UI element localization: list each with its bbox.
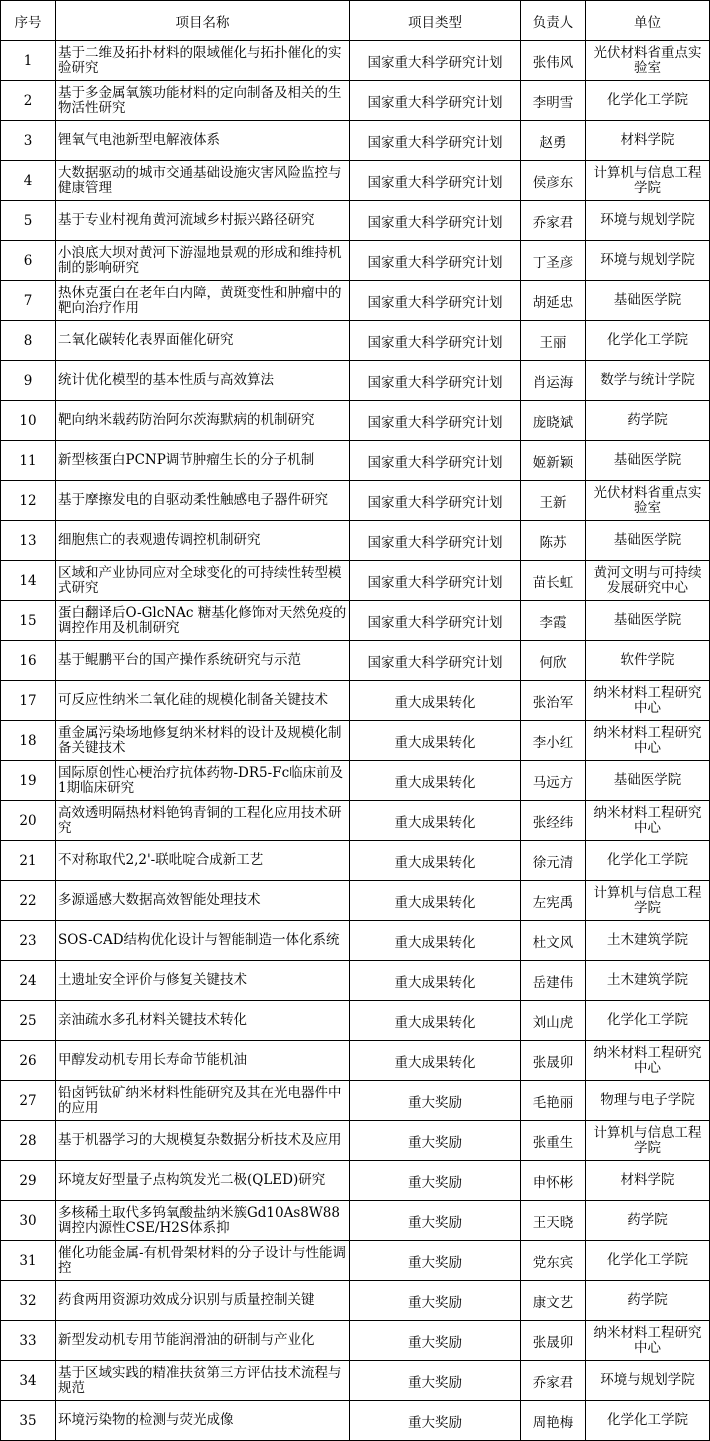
table-row [1,241,710,281]
project-type: 国家重大科学研究计划 [350,441,521,481]
row-number: 15 [1,601,56,641]
project-leader: 庞晓斌 [521,401,586,441]
project-name: 可反应性纳米二氧化硅的规模化制备关键技术 [56,681,350,721]
project-unit: 基础医学院 [586,601,710,641]
project-name: 多源遥感大数据高效智能处理技术 [56,881,350,921]
row-number: 33 [1,1321,56,1361]
project-name: 细胞焦亡的表观遗传调控机制研究 [56,521,350,561]
project-unit: 光伏材料省重点实验室 [586,481,710,521]
project-leader: 杜文风 [521,921,586,961]
header-row [1,1,710,41]
project-type: 国家重大科学研究计划 [350,41,521,81]
project-leader: 张伟风 [521,41,586,81]
project-unit: 数学与统计学院 [586,361,710,401]
table-row [1,761,710,801]
project-leader: 陈苏 [521,521,586,561]
row-number: 27 [1,1081,56,1121]
project-type: 国家重大科学研究计划 [350,401,521,441]
project-type: 国家重大科学研究计划 [350,281,521,321]
project-unit: 计算机与信息工程学院 [586,161,710,201]
table-row [1,1001,710,1041]
project-unit: 化学化工学院 [586,81,710,121]
project-leader: 胡延忠 [521,281,586,321]
project-leader: 肖运海 [521,361,586,401]
project-leader: 张晟卯 [521,1041,586,1081]
project-leader: 王天晓 [521,1201,586,1241]
project-leader: 申怀彬 [521,1161,586,1201]
row-number: 28 [1,1121,56,1161]
table-row [1,1361,710,1401]
row-number: 9 [1,361,56,401]
project-leader: 李小红 [521,721,586,761]
project-leader: 李明雪 [521,81,586,121]
table-row [1,201,710,241]
row-number: 13 [1,521,56,561]
table-row [1,641,710,681]
project-type: 国家重大科学研究计划 [350,161,521,201]
row-number: 30 [1,1201,56,1241]
project-type: 重大奖励 [350,1121,521,1161]
row-number: 6 [1,241,56,281]
row-number: 29 [1,1161,56,1201]
row-number: 2 [1,81,56,121]
table-row [1,1041,710,1081]
project-leader: 张重生 [521,1121,586,1161]
row-number: 18 [1,721,56,761]
table-row [1,161,710,201]
project-unit: 计算机与信息工程学院 [586,881,710,921]
project-type: 重大奖励 [350,1281,521,1321]
project-unit: 计算机与信息工程学院 [586,1121,710,1161]
row-number: 11 [1,441,56,481]
project-name: 高效透明隔热材料铯钨青铜的工程化应用技术研究 [56,801,350,841]
project-type: 国家重大科学研究计划 [350,601,521,641]
project-unit: 化学化工学院 [586,1241,710,1281]
project-name: 蛋白翻译后O-GlcNAc 糖基化修饰对天然免疫的调控作用及机制研究 [56,601,350,641]
project-name: 基于机器学习的大规模复杂数据分析技术及应用 [56,1121,350,1161]
project-leader: 侯彦东 [521,161,586,201]
table-row [1,801,710,841]
project-leader: 苗长虹 [521,561,586,601]
project-type: 重大成果转化 [350,961,521,1001]
project-name: 靶向纳米载药防治阿尔茨海默病的机制研究 [56,401,350,441]
header-type: 项目类型 [350,1,521,41]
project-type: 重大奖励 [350,1321,521,1361]
row-number: 20 [1,801,56,841]
project-name: 土遗址安全评价与修复关键技术 [56,961,350,1001]
project-name: 基于区域实践的精准扶贫第三方评估技术流程与规范 [56,1361,350,1401]
project-type: 国家重大科学研究计划 [350,81,521,121]
project-type: 重大奖励 [350,1081,521,1121]
project-name: 重金属污染场地修复纳米材料的设计及规模化制备关键技术 [56,721,350,761]
project-leader: 刘山虎 [521,1001,586,1041]
table-row [1,1161,710,1201]
row-number: 32 [1,1281,56,1321]
row-number: 1 [1,41,56,81]
project-type: 国家重大科学研究计划 [350,521,521,561]
project-unit: 纳米材料工程研究中心 [586,1041,710,1081]
project-unit: 环境与规划学院 [586,1361,710,1401]
project-name: 多核稀土取代多钨氧酸盐纳米簇Gd10As8W88调控内源性CSE/H2S体系抑 [56,1201,350,1241]
project-unit: 药学院 [586,1281,710,1321]
project-type: 国家重大科学研究计划 [350,241,521,281]
table-row [1,721,710,761]
project-unit: 药学院 [586,1201,710,1241]
project-name: 基于摩擦发电的自驱动柔性触感电子器件研究 [56,481,350,521]
row-number: 5 [1,201,56,241]
project-name: 催化功能金属-有机骨架材料的分子设计与性能调控 [56,1241,350,1281]
project-type: 重大奖励 [350,1161,521,1201]
project-type: 国家重大科学研究计划 [350,561,521,601]
project-leader: 赵勇 [521,121,586,161]
row-number: 34 [1,1361,56,1401]
table-row [1,1241,710,1281]
project-name: 基于专业村视角黄河流域乡村振兴路径研究 [56,201,350,241]
table-row [1,41,710,81]
project-unit: 化学化工学院 [586,841,710,881]
row-number: 19 [1,761,56,801]
row-number: 10 [1,401,56,441]
table-row [1,1081,710,1121]
project-name: SOS-CAD结构优化设计与智能制造一体化系统 [56,921,350,961]
project-unit: 土木建筑学院 [586,921,710,961]
project-unit: 材料学院 [586,121,710,161]
project-unit: 化学化工学院 [586,1001,710,1041]
table-row [1,441,710,481]
project-leader: 徐元清 [521,841,586,881]
project-type: 重大奖励 [350,1401,521,1441]
project-leader: 张经纬 [521,801,586,841]
project-unit: 材料学院 [586,1161,710,1201]
project-unit: 基础医学院 [586,521,710,561]
project-leader: 毛艳丽 [521,1081,586,1121]
project-type: 重大奖励 [350,1361,521,1401]
table-row [1,561,710,601]
project-type: 重大成果转化 [350,721,521,761]
project-leader: 马远方 [521,761,586,801]
project-leader: 丁圣彦 [521,241,586,281]
row-number: 25 [1,1001,56,1041]
row-number: 22 [1,881,56,921]
project-unit: 基础医学院 [586,441,710,481]
project-unit: 纳米材料工程研究中心 [586,801,710,841]
row-number: 26 [1,1041,56,1081]
row-number: 8 [1,321,56,361]
row-number: 4 [1,161,56,201]
project-leader: 李霞 [521,601,586,641]
table-row [1,1121,710,1161]
project-leader: 张治军 [521,681,586,721]
table-row [1,1321,710,1361]
table-body [1,41,710,1441]
project-type: 国家重大科学研究计划 [350,201,521,241]
project-name: 铅卤钙钛矿纳米材料性能研究及其在光电器件中的应用 [56,1081,350,1121]
project-type: 重大成果转化 [350,1041,521,1081]
row-number: 35 [1,1401,56,1441]
row-number: 14 [1,561,56,601]
project-unit: 化学化工学院 [586,321,710,361]
project-type: 重大奖励 [350,1201,521,1241]
table-header [1,1,710,41]
project-leader: 康文艺 [521,1281,586,1321]
project-type: 重大成果转化 [350,681,521,721]
project-type: 重大成果转化 [350,1001,521,1041]
project-type: 重大成果转化 [350,881,521,921]
table-row [1,81,710,121]
project-unit: 土木建筑学院 [586,961,710,1001]
project-name: 新型发动机专用节能润滑油的研制与产业化 [56,1321,350,1361]
project-name: 亲油疏水多孔材料关键技术转化 [56,1001,350,1041]
row-number: 31 [1,1241,56,1281]
project-unit: 物理与电子学院 [586,1081,710,1121]
table-row [1,361,710,401]
project-type: 重大成果转化 [350,801,521,841]
table-row [1,281,710,321]
project-type: 重大成果转化 [350,761,521,801]
project-name: 小浪底大坝对黄河下游湿地景观的形成和维持机制的影响研究 [56,241,350,281]
project-leader: 周艳梅 [521,1401,586,1441]
project-leader: 左宪禹 [521,881,586,921]
project-leader: 乔家君 [521,1361,586,1401]
project-name: 甲醇发动机专用长寿命节能机油 [56,1041,350,1081]
project-leader: 张晟卯 [521,1321,586,1361]
table-row [1,521,710,561]
row-number: 23 [1,921,56,961]
table-row [1,121,710,161]
row-number: 7 [1,281,56,321]
table-row [1,481,710,521]
project-unit: 纳米材料工程研究中心 [586,721,710,761]
project-unit: 药学院 [586,401,710,441]
table-row [1,601,710,641]
project-name: 不对称取代2,2'-联吡啶合成新工艺 [56,841,350,881]
header-unit: 单位 [586,1,710,41]
project-unit: 化学化工学院 [586,1401,710,1441]
project-name: 国际原创性心梗治疗抗体药物-DR5-Fc临床前及1期临床研究 [56,761,350,801]
project-leader: 乔家君 [521,201,586,241]
header-no: 序号 [1,1,56,41]
project-unit: 环境与规划学院 [586,241,710,281]
project-name: 统计优化模型的基本性质与高效算法 [56,361,350,401]
row-number: 12 [1,481,56,521]
project-name: 区域和产业协同应对全球变化的可持续性转型模式研究 [56,561,350,601]
project-type: 重大成果转化 [350,921,521,961]
project-leader: 何欣 [521,641,586,681]
project-name: 基于二维及拓扑材料的限域催化与拓扑催化的实验研究 [56,41,350,81]
project-unit: 基础医学院 [586,281,710,321]
project-leader: 党东宾 [521,1241,586,1281]
project-leader: 王丽 [521,321,586,361]
project-unit: 纳米材料工程研究中心 [586,1321,710,1361]
project-name: 新型核蛋白PCNP调节肿瘤生长的分子机制 [56,441,350,481]
table-row [1,681,710,721]
row-number: 3 [1,121,56,161]
project-unit: 纳米材料工程研究中心 [586,681,710,721]
project-type: 国家重大科学研究计划 [350,361,521,401]
project-leader: 王新 [521,481,586,521]
project-unit: 光伏材料省重点实验室 [586,41,710,81]
project-name: 药食两用资源功效成分识别与质量控制关键 [56,1281,350,1321]
table-row [1,881,710,921]
project-type: 国家重大科学研究计划 [350,481,521,521]
table-row [1,1401,710,1441]
project-unit: 基础医学院 [586,761,710,801]
project-type: 重大成果转化 [350,841,521,881]
table-row [1,401,710,441]
table-row [1,921,710,961]
row-number: 17 [1,681,56,721]
row-number: 16 [1,641,56,681]
project-type: 国家重大科学研究计划 [350,321,521,361]
header-name: 项目名称 [56,1,350,41]
project-unit: 黄河文明与可持续发展研究中心 [586,561,710,601]
row-number: 21 [1,841,56,881]
project-type: 国家重大科学研究计划 [350,641,521,681]
project-name: 大数据驱动的城市交通基础设施灾害风险监控与健康管理 [56,161,350,201]
table-row [1,841,710,881]
project-name: 基于多金属氧簇功能材料的定向制备及相关的生物活性研究 [56,81,350,121]
project-type: 国家重大科学研究计划 [350,121,521,161]
row-number: 24 [1,961,56,1001]
project-name: 热休克蛋白在老年白内障，黄斑变性和肿瘤中的靶向治疗作用 [56,281,350,321]
table-row [1,1281,710,1321]
project-name: 二氧化碳转化表界面催化研究 [56,321,350,361]
project-leader: 姬新颖 [521,441,586,481]
table-row [1,321,710,361]
project-name: 环境污染物的检测与荧光成像 [56,1401,350,1441]
table-row [1,961,710,1001]
project-type: 重大奖励 [350,1241,521,1281]
project-unit: 环境与规划学院 [586,201,710,241]
project-name: 环境友好型量子点构筑发光二极(QLED)研究 [56,1161,350,1201]
project-name: 锂氧气电池新型电解液体系 [56,121,350,161]
project-leader: 岳建伟 [521,961,586,1001]
header-person: 负责人 [521,1,586,41]
table-row [1,1201,710,1241]
project-unit: 软件学院 [586,641,710,681]
project-name: 基于鲲鹏平台的国产操作系统研究与示范 [56,641,350,681]
